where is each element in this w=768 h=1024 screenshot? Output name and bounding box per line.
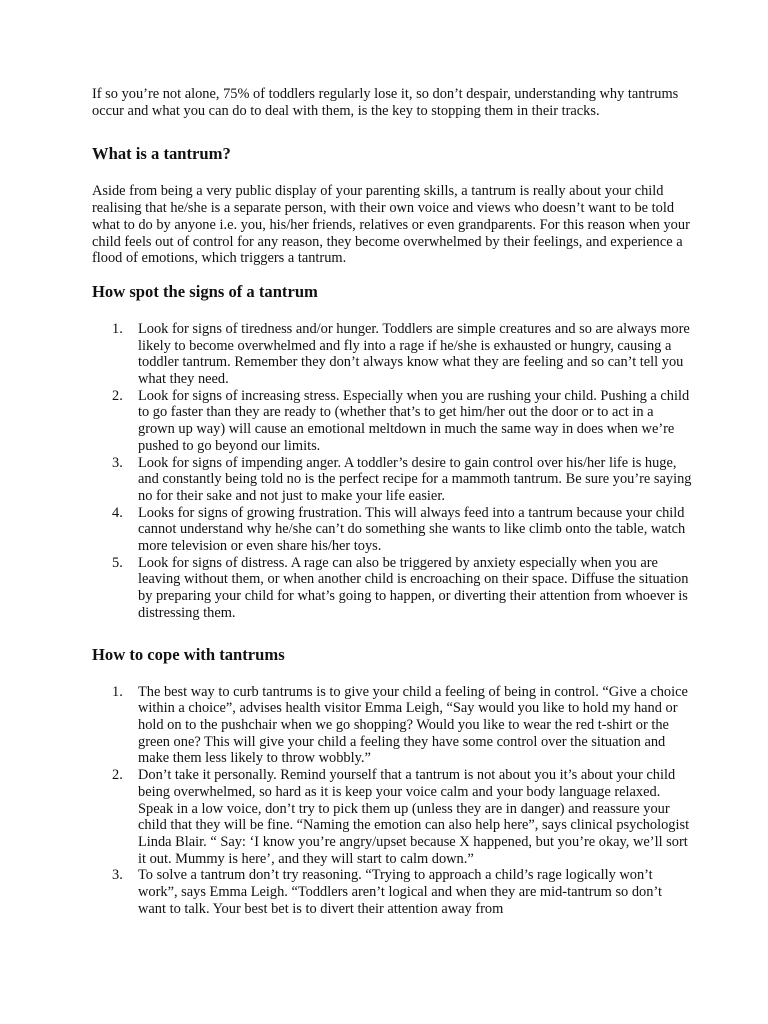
list-item-text: Looks for signs of growing frustration. This will always feed into a tantrum because your child cannot understand why he/she can’t do something she wants to like climb onto the table, watch more television or even share his/her toys. — [138, 504, 686, 555]
section-body-what-is-tantrum: Aside from being a very public display of your parenting skills, a tantrum is really about your child realising that he/she is a separate person, with their own voice and views who doesn’t want to be told what to do by anyone i.e. you, his/her friends, relatives or even grandparents. For this reason when your child feels out of control for any reason, they become overwhelmed by their feelings, and experience a flood of emotions, which triggers a tantrum. — [92, 183, 690, 267]
document-page — [92, 86, 692, 940]
list-item-text: Don’t take it personally. Remind yourself that a tantrum is not about you it’s about your child being overwhelmed, so hard as it is keep your voice calm and your body language relaxed. Speak in a low voice, don’t try to pick them up (unless they are in danger) and reassure your child that they will be fine. “Naming the emotion can also help here”, says clinical psychologist Linda Blair. “ Say: ‘I know you’re angry/upset because X happened, but you’re okay, we’ll sort it out. Mummy is here’, and they will start to calm down.” — [138, 767, 690, 867]
list-item-number: 2. — [112, 767, 123, 784]
list-item-number: 1. — [112, 683, 123, 700]
list-item-text: Look for signs of increasing stress. Especially when you are rushing your child. Pushing a child to go faster than they are ready to (whether that’s to get him/her out the door or to act in a grown up way) will cause an emotional meltdown in much the same way in does when we’re pushed to go beyond our limits. — [138, 387, 690, 454]
list-item — [92, 684, 692, 768]
section-heading-signs: How spot the signs of a tantrum — [92, 281, 318, 301]
list-item-text: The best way to curb tantrums is to give your child a feeling of being in control. “Give a choice within a choice”, advises health visitor Emma Leigh, “Say would you like to hold my hand or hold on to the pushchair when we go shopping? Would you like to wear the red t-shirt or the green one? This will give your child a feeling they have some control over the situation and make them less likely to throw wobbly.” — [138, 683, 688, 767]
list-item — [92, 388, 692, 455]
list-item-number: 1. — [112, 320, 123, 337]
list-item-number: 4. — [112, 504, 123, 521]
list-item-text: Look for signs of tiredness and/or hunger. Toddlers are simple creatures and so are always more likely to become overwhelmed and fly into a rage if he/she is exhausted or hungry, causing a toddler tantrum. Remember they don’t always know what they are feeling and so can’t tell you what they need. — [138, 320, 690, 388]
cope-list — [92, 684, 692, 918]
section-heading-what-is-tantrum: What is a tantrum? — [92, 144, 231, 164]
list-item — [92, 455, 692, 505]
signs-list — [92, 321, 692, 622]
list-item-text: To solve a tantrum don’t try reasoning. “Trying to approach a child’s rage logically won’t work”, says Emma Leigh. “Toddlers aren’t logical and when they are mid-tantrum so don’t want to talk. Your best bet is to divert their attention away from — [138, 867, 662, 917]
list-item — [92, 321, 692, 388]
list-item — [92, 867, 692, 917]
list-item — [92, 505, 692, 555]
list-item-text: Look for signs of impending anger. A toddler’s desire to gain control over his/her life is huge, and constantly being told no is the perfect recipe for a mammoth tantrum. Be sure you’re saying no for their sake and not just to make your life easier. — [138, 454, 692, 504]
list-item — [92, 767, 692, 867]
list-item-text: Look for signs of distress. A rage can also be triggered by anxiety especially when you are leaving without them, or when another child is encroaching on their space. Diffuse the situation by preparing your child for what’s going to happen, or diverting their attention from whoever is distressing them. — [138, 554, 689, 621]
list-item-number: 5. — [112, 554, 123, 571]
section-heading-cope: How to cope with tantrums — [92, 644, 285, 664]
list-item-number: 3. — [112, 867, 123, 884]
list-item — [92, 555, 692, 622]
list-item-number: 3. — [112, 454, 123, 471]
list-item-number: 2. — [112, 387, 123, 404]
intro-paragraph: If so you’re not alone, 75% of toddlers regularly lose it, so don’t despair, understanding why tantrums occur and what you can do to deal with them, is the key to stopping them in their tracks. — [92, 86, 679, 119]
